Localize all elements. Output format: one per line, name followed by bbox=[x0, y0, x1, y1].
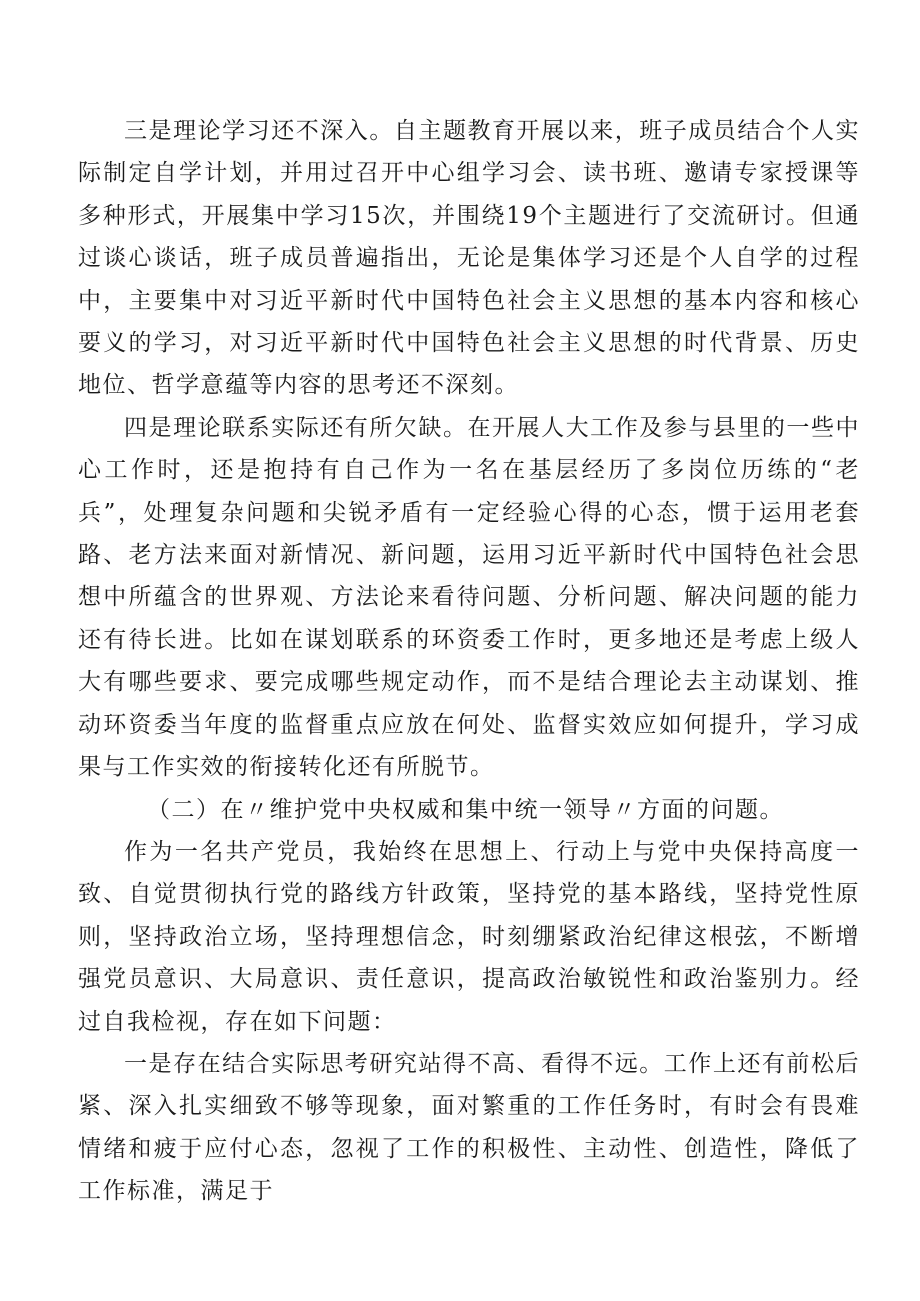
paragraph-party-member: 作为一名共产党员，我始终在思想上、行动上与党中央保持高度一致、自觉贯彻执行党的路线方针政策，坚持党的基本路线，坚持党性原则，坚持政治立场，坚持理想信念，时刻绷紧政治纪律这根弦，不断增强党员意识、大局意识、责任意识，提高政治敏锐性和政治鉴别力。经过自我检视，存在如下问题： bbox=[78, 838, 860, 1035]
paragraph-theory-study: 三是理论学习还不深入。自主题教育开展以来，班子成员结合个人实际制定自学计划，并用过召开中心组学习会、读书班、邀请专家授课等多种形式，开展集中学习15次，并围绕19个主题进行了交流研讨。但通过谈心谈话，班子成员普遍指出，无论是集体学习还是个人自学的过程中，主要集中对习近平新时代中国特色社会主义思想的基本内容和核心要义的学习，对习近平新时代中国特色社会主义思想的时代背景、历史地位、哲学意蕴等内容的思考还不深刻。 bbox=[78, 118, 860, 399]
paragraph-theory-practice: 四是理论联系实际还有所欠缺。在开展人大工作及参与县里的一些中心工作时，还是抱持有自己作为一名在基层经历了多岗位历练的“老兵”，处理复杂问题和尖锐矛盾有一定经验心得的心态，惯于运用老套路、老方法来面对新情况、新问题，运用习近平新时代中国特色社会思想中所蕴含的世界观、方法论来看待问题、分析问题、解决问题的能力还有待长进。比如在谋划联系的环资委工作时，更多地还是考虑上级人大有哪些要求、要完成哪些规定动作，而不是结合理论去主动谋划、推动环资委当年度的监督重点应放在何处、监督实效应如何提升，学习成果与工作实效的衔接转化还有所脱节。 bbox=[78, 414, 860, 781]
document-body bbox=[78, 110, 860, 1213]
paragraph-problem-one: 一是存在结合实际思考研究站得不高、看得不远。工作上还有前松后紧、深入扎实细致不够等现象，面对繁重的工作任务时，有时会有畏难情绪和疲于应付心态，忽视了工作的积极性、主动性、创造性，降低了工作标准，满足于 bbox=[78, 1050, 860, 1205]
section-heading: （二）在〃维护党中央权威和集中统一领导〃方面的问题。 bbox=[147, 796, 784, 823]
